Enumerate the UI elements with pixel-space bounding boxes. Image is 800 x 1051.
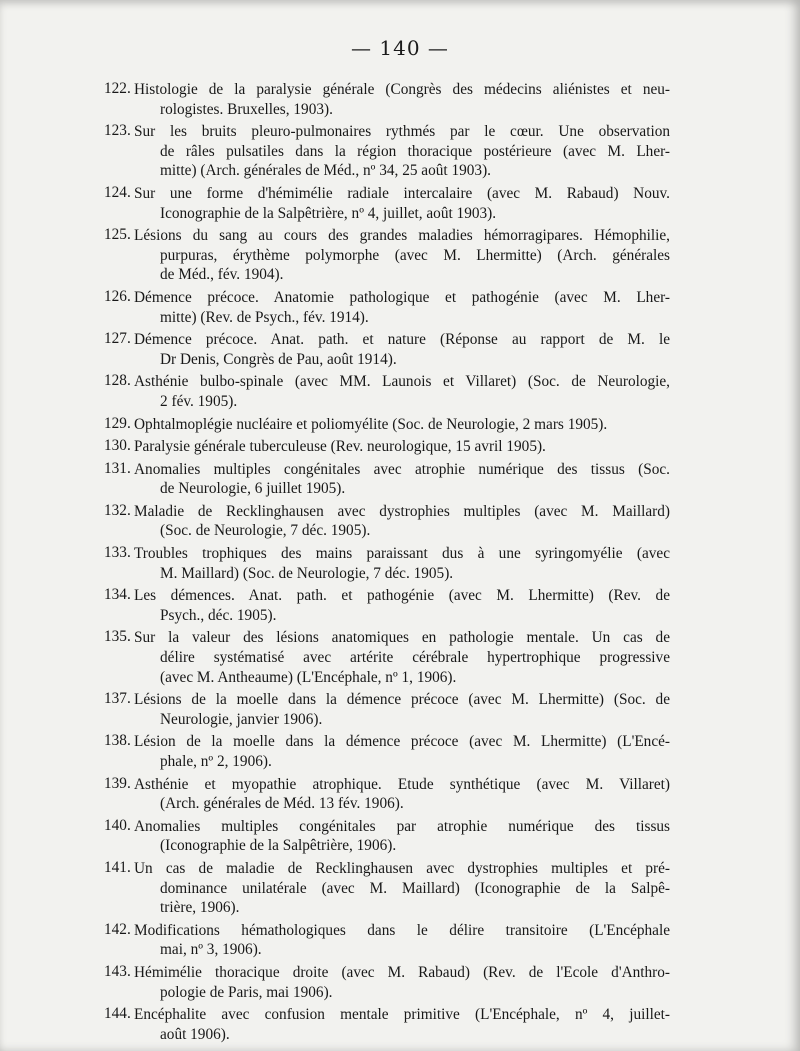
- entry-text-line: Un cas de maladie de Recklinghausen avec dystrophies multiples et pré-: [134, 859, 670, 877]
- entry-text-line: délire systématisé avec artérite cérébrale hypertrophique progressive: [160, 649, 670, 667]
- entry-number: 126.: [104, 287, 131, 305]
- bibliography-entry: [104, 859, 670, 918]
- bibliography-entry: [104, 817, 670, 856]
- entry-text-line: Modifications hémathologiques dans le délire transitoire (L'Encéphale: [134, 921, 670, 939]
- bibliography-entry: [104, 775, 670, 814]
- bibliography-entry: [104, 921, 670, 960]
- entry-text-line: Paralysie générale tuberculeuse (Rev. neurologique, 15 avril 1905).: [134, 438, 546, 456]
- entry-text-line: rologistes. Bruxelles, 1903).: [160, 100, 333, 118]
- entry-text-line: Démence précoce. Anat. path. et nature (Réponse au rapport de M. le: [134, 331, 670, 349]
- bibliography-entry: [104, 628, 670, 687]
- page-number: — 140 —: [351, 36, 449, 60]
- entry-text-line: Maladie de Recklinghausen avec dystrophies multiples (avec M. Maillard): [134, 502, 670, 520]
- entry-number: 138.: [104, 732, 131, 750]
- bibliography-entry: [104, 690, 670, 729]
- bibliography-entry: [104, 1005, 670, 1044]
- bibliography-entry: [104, 184, 670, 223]
- bibliography-entry: [104, 415, 670, 435]
- bibliography-list: [104, 80, 670, 1047]
- entry-number: 122.: [104, 80, 131, 97]
- entry-text-line: Anomalies multiples congénitales avec atrophie numérique des tissus (Soc.: [134, 460, 670, 478]
- entry-text-line: Ophtalmoplégie nucléaire et poliomyélite (Soc. de Neurologie, 2 mars 1905).: [134, 415, 608, 433]
- entry-text-line: mai, nº 3, 1906).: [160, 941, 262, 959]
- entry-number: 144.: [104, 1005, 131, 1023]
- entry-text-line: (avec M. Antheaume) (L'Encéphale, nº 1, 1906).: [160, 668, 457, 686]
- entry-number: 129.: [104, 414, 131, 432]
- bibliography-entry: [104, 544, 670, 583]
- entry-text-line: Iconographie de la Salpêtrière, nº 4, juillet, août 1903).: [160, 204, 497, 222]
- entry-number: 123.: [104, 122, 131, 140]
- entry-text-line: (Iconographie de la Salpêtrière, 1906).: [160, 837, 397, 855]
- entry-text-line: Asthénie et myopathie atrophique. Etude synthétique (avec M. Villaret): [134, 775, 670, 793]
- entry-text-line: Psych., déc. 1905).: [160, 606, 277, 624]
- entry-text-line: 2 fév. 1905).: [160, 392, 238, 410]
- entry-text-line: trière, 1906).: [160, 899, 240, 917]
- bibliography-entry: [104, 460, 670, 499]
- entry-text-line: Sur la valeur des lésions anatomiques en pathologie mentale. Un cas de: [134, 629, 670, 647]
- entry-number: 132.: [104, 501, 131, 519]
- entry-text-line: pologie de Paris, mai 1906).: [160, 983, 333, 1001]
- entry-text-line: Sur les bruits pleuro-pulmonaires rythmés par le cœur. Une observation: [134, 123, 670, 141]
- entry-number: 131.: [104, 459, 131, 477]
- bibliography-entry: [104, 502, 670, 541]
- entry-text-line: (Arch. générales de Méd. 13 fév. 1906).: [160, 795, 404, 813]
- bibliography-entry: [104, 437, 670, 457]
- entry-text-line: Encéphalite avec confusion mentale primitive (L'Encéphale, nº 4, juillet-: [134, 1006, 670, 1024]
- entry-number: 141.: [104, 858, 131, 876]
- entry-text-line: Lésions du sang au cours des grandes maladies hémorragipares. Hémophilie,: [134, 227, 670, 245]
- entry-text-line: Asthénie bulbo-spinale (avec MM. Launois et Villaret) (Soc. de Neurologie,: [134, 373, 670, 391]
- entry-number: 143.: [104, 962, 131, 980]
- entry-text-line: phale, nº 2, 1906).: [160, 753, 272, 770]
- entry-text-line: Sur une forme d'hémimélie radiale intercalaire (avec M. Rabaud) Nouv.: [134, 184, 670, 202]
- entry-number: 124.: [104, 183, 131, 201]
- bibliography-entry: [104, 732, 670, 771]
- entry-text-line: Lésions de la moelle dans la démence précoce (avec M. Lhermitte) (Soc. de: [134, 691, 670, 709]
- entry-text-line: Dr Denis, Congrès de Pau, août 1914).: [160, 350, 397, 368]
- entry-number: 128.: [104, 372, 131, 390]
- entry-text-line: Histologie de la paralysie générale (Congrès des médecins aliénistes et neu-: [134, 81, 670, 98]
- entry-text-line: mitte) (Rev. de Psych., fév. 1914).: [160, 308, 369, 326]
- entry-text-line: dominance unilatérale (avec M. Maillard) (Iconographie de la Salpê-: [160, 879, 670, 897]
- entry-number: 135.: [104, 628, 131, 646]
- entry-text-line: de Méd., fév. 1904).: [160, 266, 284, 284]
- bibliography-entry: [104, 288, 670, 327]
- entry-number: 130.: [104, 437, 131, 455]
- entry-text-line: mitte) (Arch. générales de Méd., nº 34, 25 août 1903).: [160, 162, 491, 180]
- entry-text-line: Anomalies multiples congénitales par atrophie numérique des tissus: [134, 817, 670, 835]
- bibliography-entry: [104, 226, 670, 285]
- bibliography-entry: [104, 586, 670, 625]
- bibliography-entry: [104, 372, 670, 411]
- entry-number: 127.: [104, 330, 131, 348]
- entry-text-line: août 1906).: [160, 1025, 230, 1043]
- entry-text-line: de râles pulsatiles dans la région thoracique postérieure (avec M. Lher-: [160, 142, 670, 160]
- bibliography-entry: [104, 122, 670, 181]
- entry-text-line: Troubles trophiques des mains paraissant dus à une syringomyélie (avec: [134, 545, 670, 563]
- entry-text-line: Les démences. Anat. path. et pathogénie (avec M. Lhermitte) (Rev. de: [134, 587, 670, 605]
- entry-text-line: Démence précoce. Anatomie pathologique et pathogénie (avec M. Lher-: [134, 288, 670, 306]
- entry-text-line: purpuras, érythème polymorphe (avec M. Lhermitte) (Arch. générales: [160, 246, 670, 264]
- entry-number: 139.: [104, 774, 131, 792]
- entry-number: 142.: [104, 920, 131, 938]
- entry-number: 137.: [104, 690, 131, 708]
- entry-text-line: Lésion de la moelle dans la démence précoce (avec M. Lhermitte) (L'Encé-: [134, 733, 670, 751]
- entry-text-line: Neurologie, janvier 1906).: [160, 710, 323, 728]
- entry-text-line: Hémimélie thoracique droite (avec M. Rabaud) (Rev. de l'Ecole d'Anthro-: [134, 963, 670, 981]
- entry-text-line: M. Maillard) (Soc. de Neurologie, 7 déc. 1905).: [160, 564, 454, 582]
- entry-text-line: de Neurologie, 6 juillet 1905).: [160, 480, 346, 498]
- entry-number: 125.: [104, 226, 131, 244]
- bibliography-entry: [104, 963, 670, 1002]
- bibliography-entry: [104, 330, 670, 369]
- entry-number: 134.: [104, 586, 131, 604]
- entry-number: 133.: [104, 544, 131, 562]
- entry-text-line: (Soc. de Neurologie, 7 déc. 1905).: [160, 522, 371, 540]
- entry-number: 140.: [104, 816, 131, 834]
- bibliography-entry: [104, 80, 670, 119]
